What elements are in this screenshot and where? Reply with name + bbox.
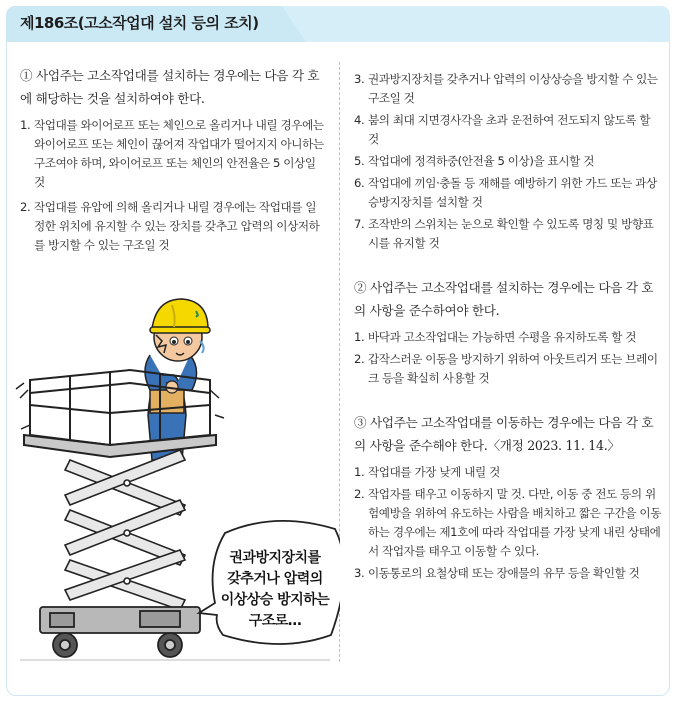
list-item: [354, 328, 664, 347]
list-item: [354, 215, 664, 253]
item-text: 권과방지장치를 갖추거나 압력의 이상상승을 방지할 수 있는 구조일 것: [368, 72, 658, 105]
item-text: 갑작스러운 이동을 방지하기 위하여 아웃트리거 또는 브레이크 등을 확실히 사용할 것: [368, 352, 658, 385]
list-item: [354, 485, 664, 561]
item-number: 3.: [354, 566, 365, 580]
item-text: 작업대를 가장 낮게 내릴 것: [368, 465, 500, 479]
item-number: 1.: [354, 330, 365, 344]
scissor-arms: [65, 450, 185, 610]
section3-intro: ③ 사업주는 고소작업대를 이동하는 경우에는 다음 각 호의 사항을 준수해야 한다.〈개정 2023. 11. 14.〉: [354, 415, 654, 453]
item-text: 작업대를 유압에 의해 올리거나 내릴 경우에는 작업대를 일정한 위치에 유지할 수 있는 장치를 갖추고 압력의 이상저하를 방지할 수 있는 구조일 것: [34, 200, 320, 252]
speech-bubble-text: [215, 548, 335, 632]
item-text: 작업대를 와이어로프 또는 체인으로 올리거나 내릴 경우에는 와이어로프 또는 체인이 끊어져 작업대가 떨어지지 아니하는 구조여야 하며, 와이어로프 또는 체인의 안전율은 5 이상일 것: [34, 118, 324, 189]
list-item: [20, 198, 325, 255]
list-item: [354, 111, 664, 149]
list-item: [354, 463, 664, 482]
bubble-line: 권과방지장치를: [229, 550, 321, 566]
scissor-lift-illustration: [10, 295, 340, 695]
item-text: 바닥과 고소작업대는 가능하면 수평을 유지하도록 할 것: [368, 330, 637, 344]
item-number: 1.: [20, 118, 31, 132]
item-text: 조작반의 스위치는 눈으로 확인할 수 있도록 명칭 및 방향표시를 유지할 것: [368, 217, 654, 250]
section1-intro: ① 사업주는 고소작업대를 설치하는 경우에는 다음 각 호에 해당하는 것을 설치하여야 한다.: [20, 68, 320, 106]
item-text: 이동통로의 요철상태 또는 장애물의 유무 등을 확인할 것: [368, 566, 640, 580]
item-text: 작업대에 끼임·충돌 등 재해를 예방하기 위한 가드 또는 과상승방지장치를 설치할 것: [368, 176, 657, 209]
list-item: [354, 564, 664, 583]
list-item: [354, 350, 664, 388]
list-item: [20, 116, 325, 192]
section1-list-a: [20, 116, 325, 255]
item-number: 1.: [354, 465, 365, 479]
item-number: 6.: [354, 176, 365, 190]
item-text: 붐의 최대 지면경사각을 초과 운전하여 전도되지 않도록 할 것: [368, 113, 651, 146]
item-number: 2.: [354, 487, 365, 501]
item-text: 작업대에 정격하중(안전율 5 이상)을 표시할 것: [368, 154, 595, 168]
bubble-line: 이상상승 방지하는: [220, 592, 330, 608]
list-item: [354, 174, 664, 212]
list-item: [354, 152, 664, 171]
item-number: 4.: [354, 113, 365, 127]
item-number: 3.: [354, 72, 365, 86]
item-number: 2.: [20, 200, 31, 214]
item-number: 7.: [354, 217, 365, 231]
item-number: 2.: [354, 352, 365, 366]
page-title: 제186조(고소작업대 설치 등의 조치): [20, 14, 259, 32]
section3-list: [354, 463, 664, 583]
item-number: 5.: [354, 154, 365, 168]
right-column: [354, 70, 664, 586]
bubble-line: 구조로…: [248, 613, 302, 629]
section1-list-b: [354, 70, 664, 253]
section2-list: [354, 328, 664, 388]
left-column: [20, 64, 325, 258]
bubble-line: 갖추거나 압력의: [227, 571, 323, 587]
list-item: [354, 70, 664, 108]
section2-intro: ② 사업주는 고소작업대를 설치하는 경우에는 다음 각 호의 사항을 준수하여야 한다.: [354, 280, 654, 318]
item-text: 작업자를 태우고 이동하지 말 것. 다만, 이동 중 전도 등의 위험예방을 위하여 유도하는 사람을 배치하고 짧은 구간을 이동하는 경우에는 제1호에 따라 작업대를 가장 낮게 내린 상태에서 작업자를 태우고 이동할 수 있다.: [368, 487, 661, 558]
